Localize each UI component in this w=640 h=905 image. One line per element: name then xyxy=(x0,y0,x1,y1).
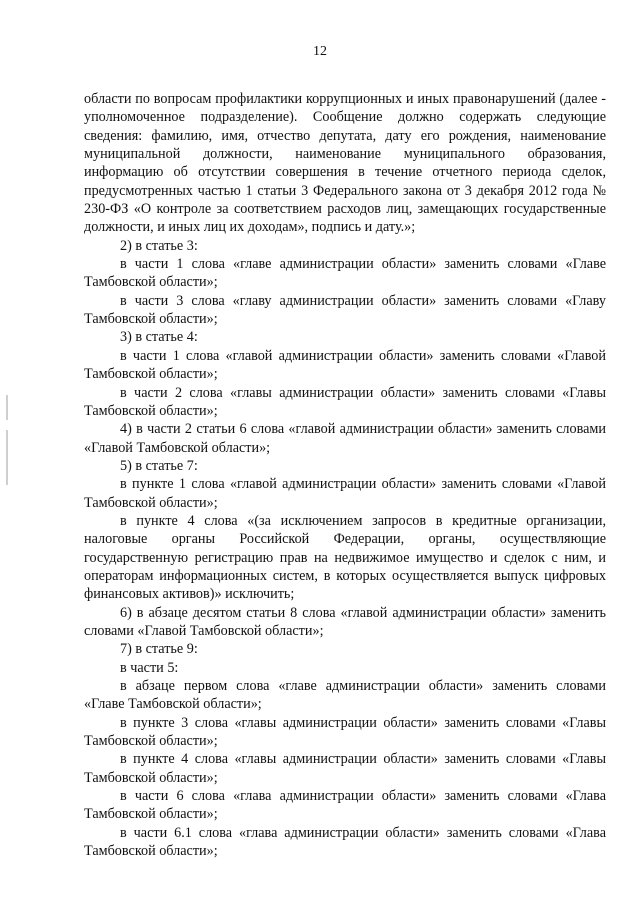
paragraph: в части 6 слова «глава администрации области» заменить словами «Глава Тамбовской области»; xyxy=(84,788,606,823)
paragraph: в пункте 4 слова «главы администрации области» заменить словами «Главы Тамбовской области»; xyxy=(84,751,606,786)
paragraph: в пункте 4 слова «(за исключением запросов в кредитные организации, налоговые органы Российской Федерации, органы, осуществляющие государственную регистрацию прав на недвижимое имущество и сделок с ним, и операторам информационных систем, в которых осуществляется выпуск цифровых финансовых активов)» исключить; xyxy=(84,512,606,603)
paragraph: 7) в статье 9: xyxy=(120,641,198,658)
paragraph: в части 2 слова «главы администрации области» заменить словами «Главы Тамбовской области»; xyxy=(84,384,606,419)
paragraph: 2) в статье 3: xyxy=(120,237,198,254)
paragraph: в части 1 слова «главой администрации области» заменить словами «Главой Тамбовской области»; xyxy=(84,347,606,383)
margin-scan-mark xyxy=(6,395,8,420)
paragraph: в части 6.1 слова «глава администрации области» заменить словами «Глава Тамбовской области»; xyxy=(84,824,606,860)
page-number: 12 xyxy=(313,44,327,59)
margin-scan-mark xyxy=(6,430,8,485)
paragraph: 6) в абзаце десятом статьи 8 слова «главой администрации области» заменить словами «Главой Тамбовской области»; xyxy=(84,604,606,639)
paragraph: 3) в статье 4: xyxy=(120,329,198,346)
paragraph: в пункте 1 слова «главой администрации области» заменить словами «Главой Тамбовской области»; xyxy=(84,476,606,511)
paragraph: области по вопросам профилактики коррупционных и иных правонарушений (далее - уполномоченное подразделение). Сообщение должно содержать следующие сведения: фамилию, имя, отчество депутата, дату его рождения, наименование муниципальной должности, наименование муниципального образования, информацию об отсутствии совершения в течение отчетного периода сделок, предусмотренных частью 1 статьи 3 Федерального закона от 3 декабря 2012 года № 230-ФЗ «О контроле за соответствием расходов лиц, замещающих государственные должности, и иных лиц их доходам», подпись и дату.»; xyxy=(84,91,606,236)
paragraph: в части 1 слова «главе администрации области» заменить словами «Главе Тамбовской области»; xyxy=(84,256,606,291)
paragraph: в пункте 3 слова «главы администрации области» заменить словами «Главы Тамбовской области»; xyxy=(84,714,606,750)
paragraph: в части 3 слова «главу администрации области» заменить словами «Главу Тамбовской области»; xyxy=(84,292,606,328)
paragraph: 4) в части 2 статьи 6 слова «главой администрации области» заменить словами «Главой Тамбовской области»; xyxy=(84,421,606,456)
paragraph: в части 5: xyxy=(120,659,179,676)
paragraph: 5) в статье 7: xyxy=(120,457,198,474)
paragraph: в абзаце первом слова «главе администрации области» заменить словами «Главе Тамбовской области»; xyxy=(84,678,606,713)
document-body xyxy=(84,90,606,860)
